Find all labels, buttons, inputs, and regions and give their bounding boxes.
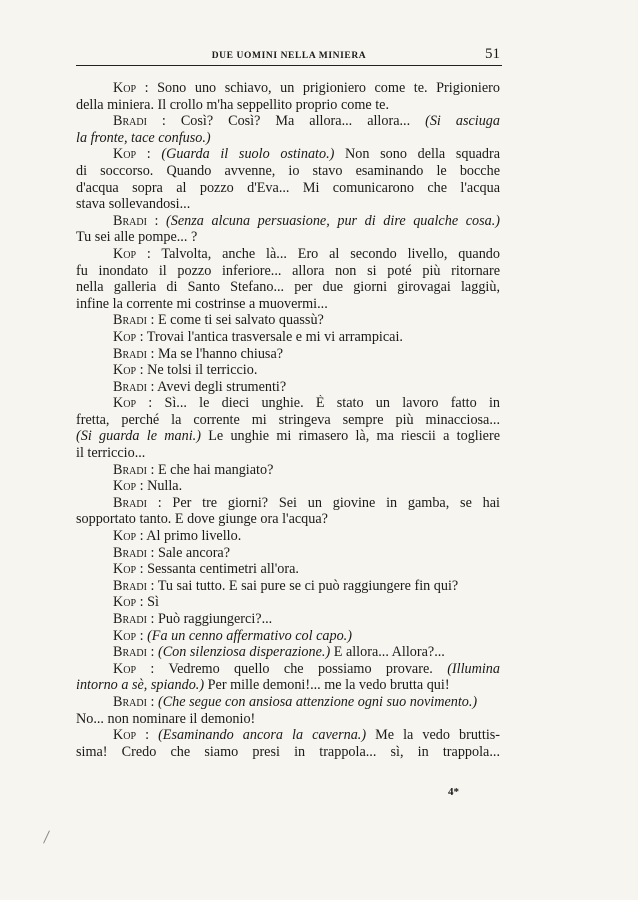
text-line: [76, 478, 500, 495]
text-line: [76, 196, 500, 213]
text-line: [76, 163, 500, 180]
speaker-name: Bradi: [113, 212, 147, 229]
text-line: [76, 279, 500, 296]
text-line: [76, 694, 500, 711]
text-line: [76, 628, 500, 645]
text-line: [76, 644, 500, 661]
stage-direction: (Con silenziosa disperazione.): [157, 644, 331, 661]
body-text: [76, 80, 500, 760]
dialogue-text: della miniera. Il crollo m'ha seppellito proprio come te.: [76, 96, 390, 113]
dialogue-text: d'acqua sopra al pozzo d'Eva... Mi comunicarono che l'acqua: [76, 179, 500, 196]
text-line: [76, 312, 500, 329]
text-line: [76, 578, 500, 595]
dialogue-text: : Sessanta centimetri all'ora.: [136, 561, 299, 578]
speaker-name: Bradi: [113, 312, 147, 329]
speaker-name: Bradi: [113, 644, 147, 661]
text-line: [76, 412, 500, 429]
stage-direction: la fronte, tace confuso.): [76, 129, 211, 146]
stage-direction: (Si guarda le mani.): [76, 428, 201, 445]
text-line: [76, 561, 500, 578]
speaker-name: Kop: [113, 594, 137, 611]
speaker-name: Bradi: [113, 693, 147, 710]
dialogue-text: No... non nominare il demonio!: [76, 710, 256, 727]
speaker-name: Bradi: [113, 345, 147, 362]
text-line: [76, 97, 500, 114]
speaker-name: Bradi: [113, 113, 147, 130]
speaker-name: Kop: [113, 146, 137, 163]
dialogue-text: sima! Credo che siamo presi in trappola... sì, in trappola...: [76, 743, 500, 760]
speaker-name: Kop: [113, 727, 137, 744]
stage-direction: intorno a sè, spiando.): [76, 677, 205, 694]
text-line: [76, 462, 500, 479]
dialogue-text: E allora... Allora?...: [330, 644, 445, 661]
dialogue-text: : Tu sai tutto. E sai pure se ci può raggiungere fin qui?: [146, 577, 459, 594]
dialogue-text: di soccorso. Quando avvenne, io stavo esaminando le bocche: [76, 162, 500, 179]
dialogue-text: Per mille demoni!... me la vedo brutta qui!: [204, 677, 450, 694]
dialogue-text: : Al primo livello.: [136, 528, 242, 545]
speaker-name: Kop: [113, 660, 137, 677]
dialogue-text: fretta, perché la corrente mi stringeva sempre più minacciosa...: [76, 411, 500, 428]
text-line: [76, 130, 500, 147]
stage-direction: (Senza alcuna persuasione, pur di dire qualche cosa.): [166, 212, 500, 229]
text-line: [76, 711, 500, 728]
speaker-name: Kop: [113, 245, 137, 262]
text-line: [76, 246, 500, 263]
text-line: [76, 677, 500, 694]
speaker-name: Kop: [113, 561, 137, 578]
stage-direction: (Si asciuga: [425, 113, 500, 130]
dialogue-text: :: [136, 146, 162, 163]
text-line: [76, 594, 500, 611]
text-line: [76, 744, 500, 761]
dialogue-text: il terriccio...: [76, 445, 146, 462]
dialogue-text: : Nulla.: [136, 478, 183, 495]
dialogue-text: : Sono uno schiavo, un prigioniero come te. Prigioniero: [136, 80, 500, 96]
dialogue-text: : Per tre giorni? Sei un giovine in gamba, se hai: [146, 494, 500, 511]
pencil-mark: [43, 830, 50, 843]
speaker-name: Kop: [113, 478, 137, 495]
dialogue-text: : Sì... le dieci unghie. È stato un lavoro fatto in: [136, 395, 500, 412]
text-line: [76, 113, 500, 130]
stage-direction: (Che segue con ansiosa attenzione ogni suo novimento.): [157, 693, 478, 710]
text-line: [76, 146, 500, 163]
dialogue-text: Non sono della squadra: [334, 146, 500, 163]
text-line: [76, 329, 500, 346]
text-line: [76, 379, 500, 396]
dialogue-text: stava sollevandosi...: [76, 196, 191, 213]
dialogue-text: :: [136, 727, 159, 744]
dialogue-text: : Ne tolsi il terriccio.: [136, 362, 258, 379]
running-title: DUE UOMINI NELLA MINIERA: [211, 51, 367, 61]
text-line: [76, 80, 500, 97]
stage-direction: (Guarda il suolo ostinato.): [161, 146, 335, 163]
text-line: [76, 395, 500, 412]
running-header: [76, 47, 502, 66]
page-number: 51: [485, 46, 500, 62]
text-line: [76, 661, 500, 678]
speaker-name: Kop: [113, 627, 137, 644]
dialogue-text: : Ma se l'hanno chiusa?: [146, 345, 284, 362]
speaker-name: Bradi: [113, 577, 147, 594]
text-line: [76, 213, 500, 230]
text-line: [76, 445, 500, 462]
stage-direction: (Fa un cenno affermativo col capo.): [147, 627, 352, 644]
text-line: [76, 545, 500, 562]
text-line: [76, 727, 500, 744]
text-line: [76, 346, 500, 363]
dialogue-text: :: [146, 644, 158, 661]
text-line: [76, 495, 500, 512]
text-line: [76, 511, 500, 528]
text-line: [76, 180, 500, 197]
text-line: [76, 296, 500, 313]
speaker-name: Bradi: [113, 461, 147, 478]
dialogue-text: :: [146, 693, 158, 710]
dialogue-text: Me la vedo bruttis-: [366, 727, 500, 744]
dialogue-text: sopportato tanto. E dove giunge ora l'acqua?: [76, 511, 328, 528]
dialogue-text: :: [146, 212, 167, 229]
speaker-name: Kop: [113, 80, 137, 96]
speaker-name: Bradi: [113, 378, 147, 395]
dialogue-text: : Vedremo quello che possiamo provare.: [136, 660, 448, 677]
dialogue-text: infine la corrente mi costrinse a muovermi...: [76, 295, 328, 312]
text-line: [76, 428, 500, 445]
stage-direction: (Illumina: [447, 660, 500, 677]
dialogue-text: : E che hai mangiato?: [146, 461, 274, 478]
text-line: [76, 611, 500, 628]
text-line: [76, 362, 500, 379]
dialogue-text: :: [136, 627, 148, 644]
dialogue-text: Tu sei alle pompe... ?: [76, 229, 198, 246]
stage-direction: (Esaminando ancora la caverna.): [158, 727, 367, 744]
dialogue-text: fu inondato il pozzo inferiore... allora non si poté più ritornare: [76, 262, 500, 279]
signature-mark: 4*: [448, 786, 459, 798]
dialogue-text: : Può raggiungerci?...: [146, 611, 273, 627]
text-line: [76, 263, 500, 280]
dialogue-text: : Sale ancora?: [146, 544, 231, 561]
speaker-name: Kop: [113, 328, 137, 345]
text-line: [76, 528, 500, 545]
speaker-name: Kop: [113, 362, 137, 379]
speaker-name: Bradi: [113, 544, 147, 561]
dialogue-text: : Talvolta, anche là... Ero al secondo livello, quando: [136, 245, 500, 262]
speaker-name: Kop: [113, 528, 137, 545]
dialogue-text: : Avevi degli strumenti?: [146, 378, 287, 395]
text-line: [76, 229, 500, 246]
dialogue-text: : Così? Così? Ma allora... allora...: [146, 113, 426, 130]
dialogue-text: : Trovai l'antica trasversale e mi vi arrampicai.: [136, 328, 403, 345]
speaker-name: Kop: [113, 395, 137, 412]
dialogue-text: : E come ti sei salvato quassù?: [146, 312, 324, 329]
dialogue-text: : Sì: [136, 594, 159, 611]
speaker-name: Bradi: [113, 494, 147, 511]
speaker-name: Bradi: [113, 611, 147, 627]
dialogue-text: nella galleria di Santo Stefano... per due giorni girovagai laggiù,: [76, 279, 500, 296]
dialogue-text: Le unghie mi rimasero là, ma riescii a togliere: [200, 428, 500, 445]
